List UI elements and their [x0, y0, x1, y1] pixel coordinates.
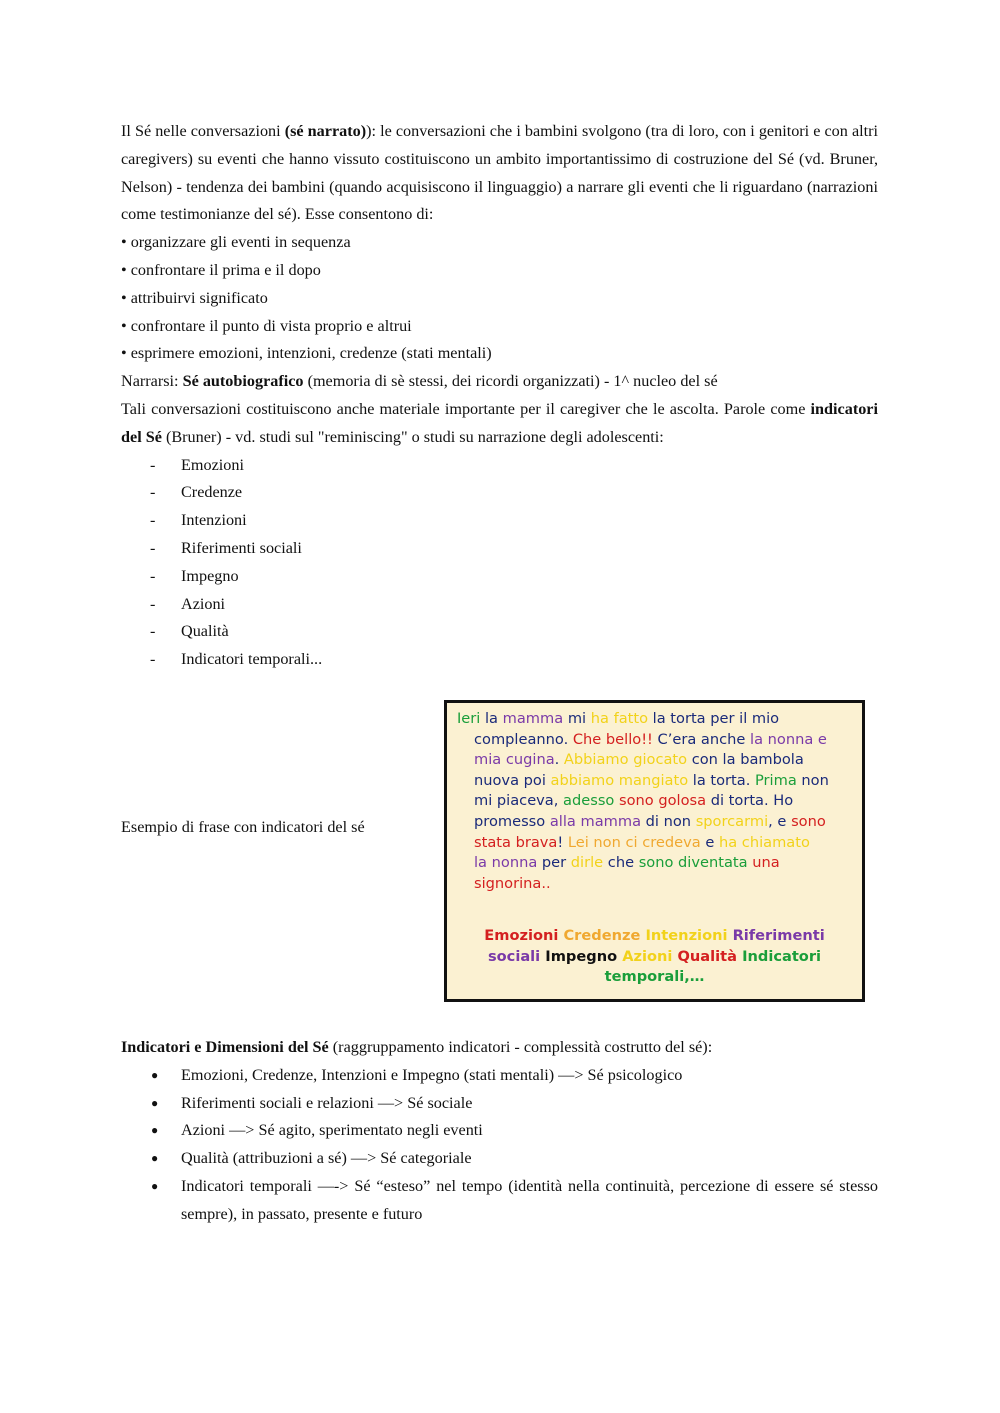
example-segment: mi piaceva,: [474, 792, 564, 810]
indicator-item: [121, 535, 878, 563]
example-segment: non: [801, 771, 829, 789]
indicator-list: [121, 452, 878, 674]
example-section: [121, 700, 878, 1002]
example-label: Esempio di frase con indicatori del sé: [121, 818, 365, 836]
bullet-dot-icon: ●: [151, 1123, 159, 1138]
indicator-label: Qualità: [181, 622, 229, 641]
dimension-item: [121, 1062, 878, 1090]
example-segment: Prima: [755, 771, 802, 789]
legend-term: Emozioni: [484, 927, 564, 944]
example-segment: Lei non ci credeva: [567, 833, 706, 851]
dimension-item: [121, 1173, 878, 1229]
bullet-dot-icon: ●: [151, 1178, 159, 1193]
bullet-dot-icon: ●: [151, 1067, 159, 1082]
indicator-label: Impegno: [181, 566, 239, 585]
example-line: [457, 874, 852, 895]
dimension-text: Emozioni, Credenze, Intenzioni e Impegno (stati mentali) —> Sé psicologico: [181, 1065, 683, 1084]
narrarsi-lead: Narrarsi:: [121, 372, 183, 391]
bullet-item: • confrontare il prima e il dopo: [121, 260, 321, 279]
legend-term: Intenzioni: [645, 927, 733, 944]
intro-text: Il Sé nelle conversazioni: [121, 122, 285, 140]
legend-line: [447, 947, 862, 968]
example-segment: C’era anche: [657, 730, 751, 748]
example-segment: promesso: [474, 812, 550, 830]
indicator-item: [121, 646, 878, 674]
example-segment: una: [752, 854, 780, 872]
indicator-label: Emozioni: [181, 455, 244, 474]
narrarsi-bold: Sé autobiografico: [182, 372, 304, 391]
dash-marker: -: [150, 538, 156, 557]
indicator-label: Intenzioni: [181, 511, 247, 530]
dimension-item: [121, 1090, 878, 1118]
example-segment: Ieri: [457, 710, 485, 727]
dimension-text: Qualità (attribuzioni a sé) —> Sé categoriale: [181, 1149, 472, 1168]
example-segment: sono golosa: [619, 792, 711, 810]
example-segment: stata brava: [474, 833, 558, 851]
narrarsi-rest: (memoria di sè stessi, dei ricordi organizzati) - 1^ nucleo del sé: [303, 372, 718, 391]
example-image-box: [444, 700, 865, 1002]
example-segment: alla mamma: [549, 812, 646, 830]
example-line: [457, 791, 852, 812]
bullet-list: [121, 229, 878, 368]
tali-bold: indicatori del Sé: [121, 399, 878, 446]
dash-marker: -: [150, 455, 156, 474]
example-segment: per: [541, 854, 571, 872]
dimension-item: [121, 1145, 878, 1173]
tali-paragraph: [121, 396, 878, 452]
example-segment: la torta.: [692, 771, 755, 789]
intro-paragraph: Il Sé nelle conversazioni (sé narrato)): le conversazioni che i bambini svolgono (tra di loro, con i genitori e con altri caregivers) su eventi che hanno vissuto costituiscono un ambito importantissimo di costruzione del Sé (vd. Bruner, Nelson) - tendenza dei bambini (quando acquisiscono il linguaggio) a narrare gli eventi che li riguardano (narrazioni come testimonianze del sé). Esse consentono di:: [121, 122, 879, 224]
legend-term: Riferimenti: [732, 927, 825, 944]
indicator-label: Indicatori temporali...: [181, 650, 323, 669]
example-line: [457, 771, 852, 792]
example-segment: la nonna: [474, 854, 542, 872]
bullet-item: • attribuirvi significato: [121, 288, 268, 307]
indicator-item: [121, 452, 878, 480]
intro-bold: (sé narrato: [284, 122, 361, 140]
legend-line: [447, 967, 862, 988]
example-sentence: [457, 709, 852, 894]
dimensions-title: [121, 1034, 878, 1062]
example-segment: sono diventata: [638, 854, 753, 872]
indicator-label: Credenze: [181, 483, 243, 502]
legend-term: Impegno: [545, 947, 623, 965]
example-segment: abbiamo mangiato: [550, 771, 693, 789]
example-segment: con la bambola: [691, 751, 804, 769]
example-segment: adesso: [563, 792, 619, 810]
example-line: [457, 833, 852, 854]
example-segment: la torta per il mio: [652, 710, 780, 727]
indicator-label: Riferimenti sociali: [181, 538, 302, 557]
legend-term: Qualità: [677, 947, 743, 965]
example-line: [457, 812, 852, 833]
bullet-item: • esprimere emozioni, intenzioni, credenze (stati mentali): [121, 344, 492, 363]
example-line: [457, 730, 852, 751]
example-segment: che: [607, 854, 639, 872]
dash-marker: -: [150, 622, 156, 641]
example-segment: signorina..: [474, 874, 551, 892]
indicator-item: [121, 563, 878, 591]
narrarsi-line: [121, 368, 878, 396]
bullet-dot-icon: ●: [151, 1095, 159, 1110]
example-segment: Che bello!!: [572, 730, 658, 748]
example-segment: !: [557, 833, 568, 851]
example-segment: mi: [567, 710, 591, 727]
dimensions-list: [121, 1062, 878, 1229]
indicator-item: [121, 591, 878, 619]
document-body: [121, 118, 878, 674]
indicator-item: [121, 507, 878, 535]
legend-line: [447, 926, 862, 947]
dash-marker: -: [150, 566, 156, 585]
example-segment: dirle: [570, 854, 608, 872]
legend-term: Azioni: [622, 947, 678, 965]
example-segment: .: [554, 751, 564, 769]
dash-marker: -: [150, 594, 156, 613]
intro-text-cont: ): le conversazioni che i bambini svolgono (tra di loro, con i genitori e con altri caregivers) su eventi che hanno vissuto costituiscono un ambito importantissimo di costruzione del Sé (vd. Bruner, Nelson) - tendenza dei bambini (quando acquisiscono il linguaggio) a narrare gli eventi che li riguardano (narrazioni come testimonianze del sé). Esse consentono di:: [121, 122, 879, 224]
example-legend: [447, 926, 862, 988]
dimension-item: [121, 1117, 878, 1145]
example-line: [457, 750, 852, 771]
example-line: [457, 853, 852, 874]
dimension-text: Indicatori temporali —-> Sé “esteso” nel tempo (identità nella continuità, percezione di essere sé stesso sempre), in passato, presente e futuro: [181, 1176, 878, 1223]
dimensions-title-rest: (raggruppamento indicatori - complessità costrutto del sé):: [328, 1038, 713, 1056]
legend-term: Credenze: [563, 927, 646, 944]
example-segment: compleanno.: [474, 730, 573, 748]
example-segment: , e: [768, 812, 792, 830]
dash-marker: -: [150, 511, 156, 530]
example-segment: di torta. Ho: [710, 792, 794, 810]
indicator-item: [121, 618, 878, 646]
dash-marker: -: [150, 650, 156, 669]
bullet-item: • organizzare gli eventi in sequenza: [121, 233, 351, 252]
bullet-dot-icon: ●: [151, 1151, 159, 1166]
dimensions-title-bold: Indicatori e Dimensioni del Sé: [121, 1038, 329, 1056]
example-line: [457, 709, 852, 730]
example-segment: di non: [645, 812, 696, 830]
example-segment: ha chiamato: [718, 833, 810, 851]
dimensions-section: [121, 1034, 878, 1229]
bullet-item: • confrontare il punto di vista proprio e altrui: [121, 316, 412, 335]
example-segment: sono: [791, 812, 826, 830]
legend-term: sociali: [487, 947, 546, 965]
indicator-item: [121, 479, 878, 507]
tali-rest: (Bruner) - vd. studi sul "reminiscing" o studi su narrazione degli adolescenti:: [161, 427, 664, 446]
example-segment: ha fatto: [590, 710, 653, 727]
example-segment: sporcarmi: [695, 812, 769, 830]
legend-term: Indicatori: [742, 947, 822, 965]
example-segment: mamma: [502, 710, 568, 727]
dimension-text: Riferimenti sociali e relazioni —> Sé sociale: [181, 1093, 473, 1112]
example-segment: Abbiamo giocato: [563, 751, 692, 769]
example-segment: la: [484, 710, 503, 727]
example-segment: nuova poi: [474, 771, 551, 789]
example-segment: e: [705, 833, 719, 851]
example-segment: mia cugina: [474, 751, 555, 769]
tali-lead: Tali conversazioni costituiscono anche materiale importante per il caregiver che le ascolta. Parole come: [121, 399, 811, 418]
dimension-text: Azioni —> Sé agito, sperimentato negli eventi: [181, 1121, 483, 1140]
legend-term: temporali,…: [604, 968, 705, 986]
example-segment: la nonna e: [750, 730, 827, 748]
indicator-label: Azioni: [181, 594, 226, 613]
dash-marker: -: [150, 483, 156, 502]
